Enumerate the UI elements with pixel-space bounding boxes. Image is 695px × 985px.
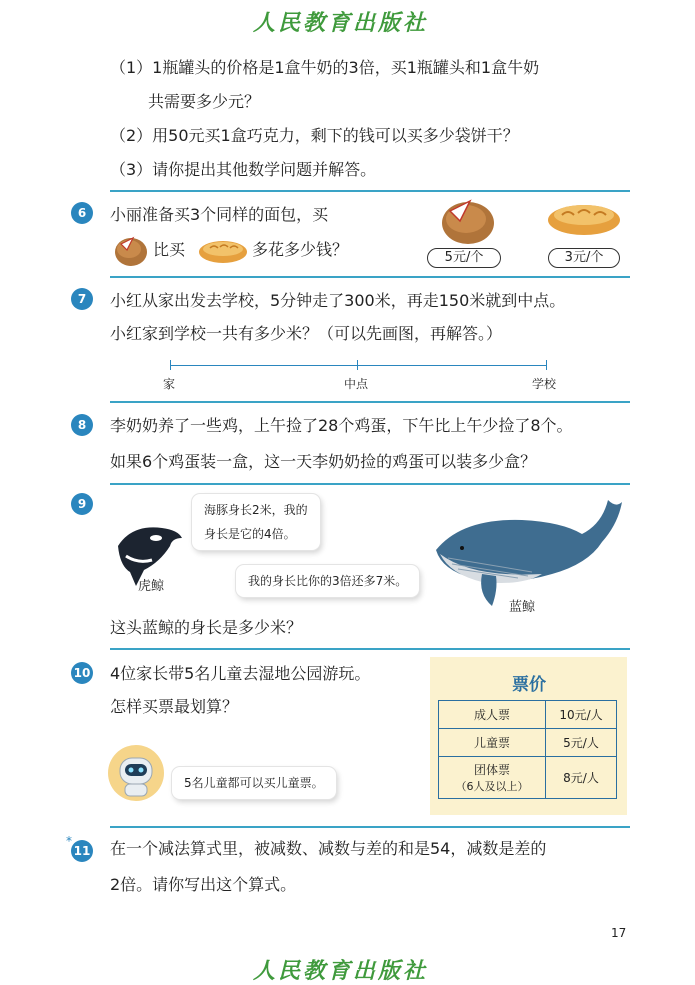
publisher-header: 人民教育出版社	[253, 10, 429, 36]
tick-midpoint	[357, 360, 358, 370]
question-number-7: 7	[71, 288, 93, 310]
label-home: 家	[163, 377, 176, 391]
question-number-8: 8	[71, 414, 93, 436]
ticket-group-note: （6人及以上）	[455, 780, 529, 793]
q6-line1: 小丽准备买3个同样的面包，买	[110, 205, 329, 224]
q7-line1: 小红从家出发去学校，5分钟走了300米，再走150米就到中点。	[110, 291, 566, 310]
ticket-price-title: 票价	[512, 675, 546, 695]
blue-whale-image	[432, 494, 628, 610]
q8-line1: 李奶奶养了一些鸡，上午捡了28个鸡蛋，下午比上午少捡了8个。	[110, 416, 573, 435]
separator	[110, 401, 630, 403]
table-row	[439, 757, 617, 799]
q5-sub3: （3）请你提出其他数学问题并解答。	[110, 160, 377, 179]
q5-sub1-line1: （1）1瓶罐头的价格是1盒牛奶的3倍，买1瓶罐头和1盒牛奶	[110, 58, 540, 77]
q8-line2: 如果6个鸡蛋装一盒，这一天李奶奶捡的鸡蛋可以装多少盒？	[110, 452, 537, 471]
q5-sub2: （2）用50元买1盒巧克力，剩下的钱可以买多少袋饼干？	[110, 126, 519, 145]
separator	[110, 483, 630, 485]
number-line	[170, 365, 547, 366]
label-school: 学校	[532, 377, 557, 391]
bubble1-line1: 海豚身长2米，我的	[204, 503, 308, 517]
q10-line1: 4位家长带5名儿童去湿地公园游玩。	[110, 664, 371, 683]
q11-star: *	[66, 834, 72, 848]
table-row	[439, 701, 617, 729]
table-row	[439, 729, 617, 757]
separator	[110, 648, 630, 650]
orca-label: 虎鲸	[138, 579, 165, 594]
ticket-type-adult: 成人票	[439, 701, 546, 729]
q10-line2: 怎样买票最划算？	[110, 697, 239, 716]
q5-sub1-line2: 共需要多少元？	[148, 92, 261, 111]
ticket-type-group-cell	[439, 757, 546, 799]
ticket-price-adult: 10元/人	[546, 701, 617, 729]
publisher-footer: 人民教育出版社	[253, 958, 429, 984]
bluewhale-speech-bubble: 我的身长比你的3倍还多7米。	[236, 565, 419, 597]
long-bread-image	[546, 200, 622, 236]
question-number-6: 6	[71, 202, 93, 224]
tick-home	[170, 360, 171, 370]
round-bread-icon	[113, 232, 149, 268]
page-number: 17	[611, 926, 627, 940]
long-bread-price: 3元/个	[548, 248, 620, 268]
q6-tail: 多花多少钱？	[252, 240, 349, 259]
round-bread-price: 5元/个	[427, 248, 501, 268]
label-midpoint: 中点	[344, 377, 369, 391]
q9-question: 这头蓝鲸的身长是多少米？	[110, 618, 303, 637]
ticket-price-child: 5元/人	[546, 729, 617, 757]
bluewhale-label: 蓝鲸	[509, 600, 536, 615]
separator	[110, 276, 630, 278]
separator	[110, 190, 630, 192]
separator	[110, 826, 630, 828]
tick-school	[546, 360, 547, 370]
long-bread-icon	[198, 238, 248, 264]
q11-line2: 2倍。请你写出这个算式。	[110, 875, 297, 894]
q7-line2: 小红家到学校一共有多少米？（可以先画图，再解答。）	[110, 324, 503, 343]
robot-speech-bubble: 5名儿童都可以买儿童票。	[172, 767, 336, 799]
q6-compare: 比买	[153, 240, 186, 259]
question-number-9: 9	[71, 493, 93, 515]
ticket-price-group: 8元/人	[546, 757, 617, 799]
question-number-10: 10	[71, 662, 93, 684]
ticket-price-table	[438, 700, 617, 799]
round-bread-image	[440, 197, 496, 245]
q11-line1: 在一个减法算式里，被减数、减数与差的和是54，减数是差的	[110, 839, 547, 858]
question-number-11: 11	[71, 840, 93, 862]
bubble1-line2: 身长是它的4倍。	[204, 527, 296, 541]
ticket-type-child: 儿童票	[439, 729, 546, 757]
robot-avatar-icon	[107, 744, 165, 802]
orca-speech-bubble	[192, 494, 320, 550]
ticket-type-group: 团体票	[473, 763, 510, 777]
